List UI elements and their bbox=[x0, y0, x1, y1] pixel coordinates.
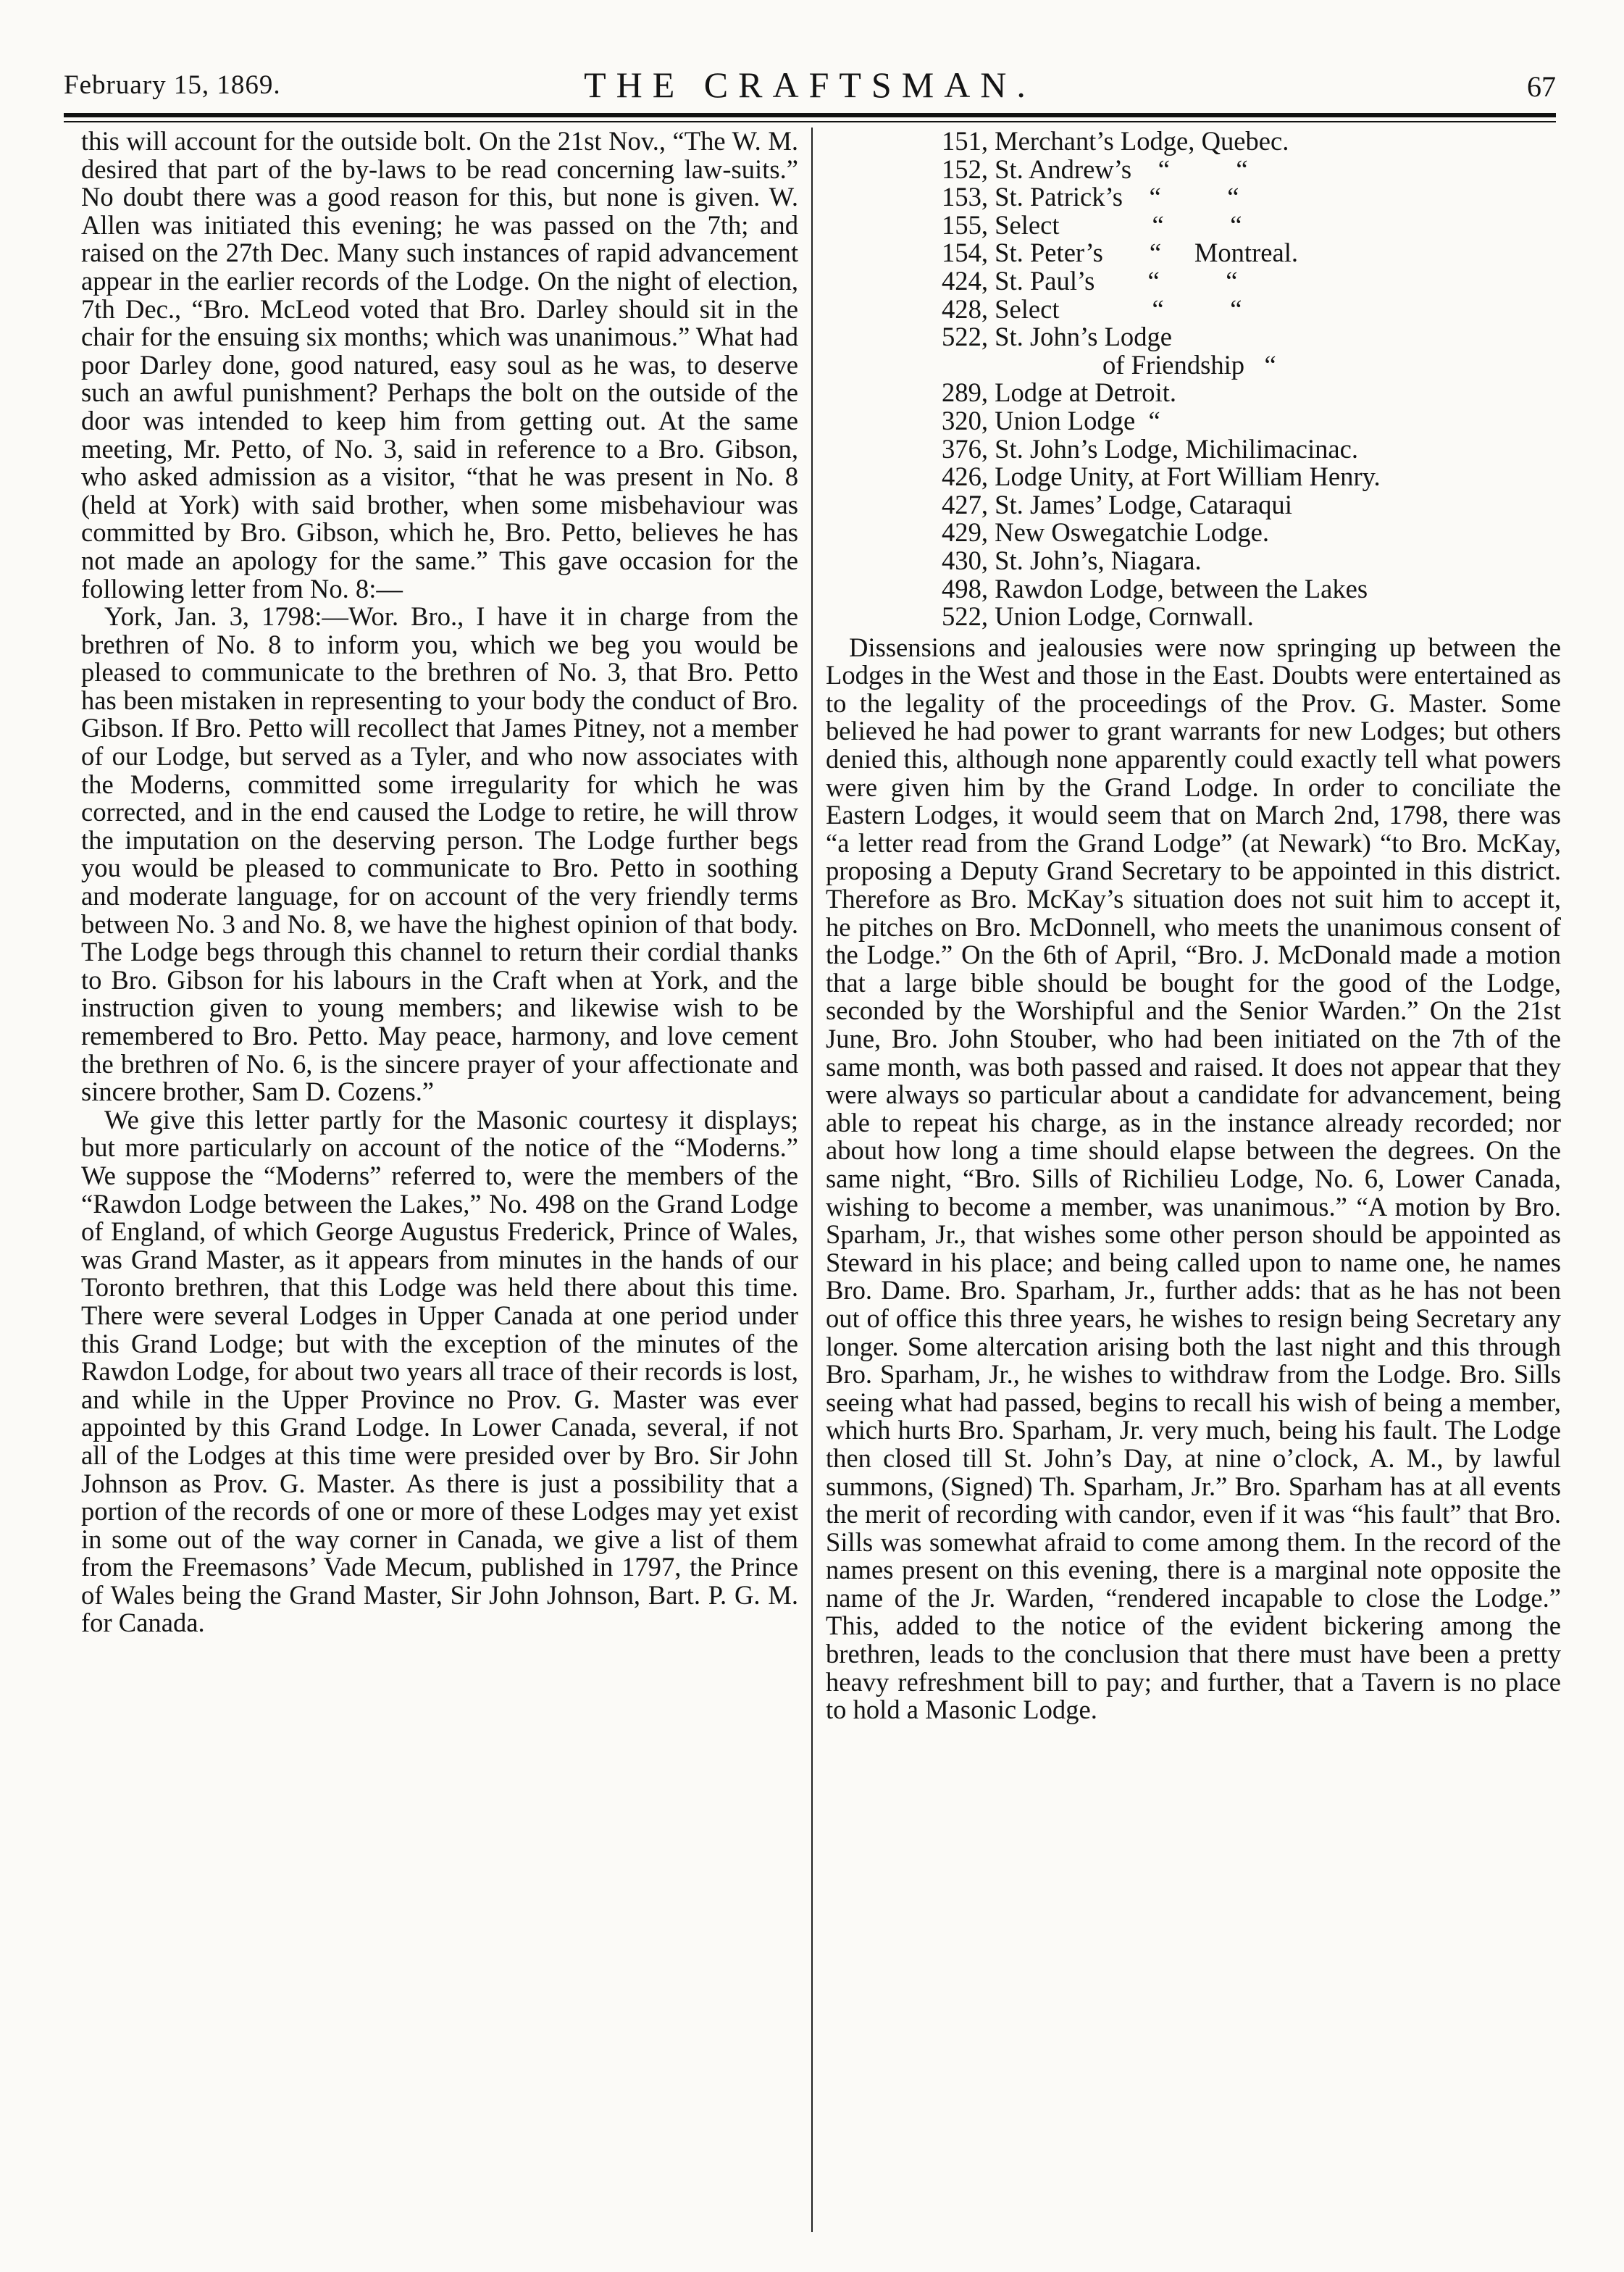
left-paragraph-2: York, Jan. 3, 1798:—Wor. Bro., I have it in charge from the brethren of No. 8 to inform you, which we beg you would be pleased to communicate to the brethren of No. 3, that Bro. Petto has been mistaken in representing to your body the conduct of Bro. Gibson. If Bro. Petto will recollect that James Pitney, not a member of our Lodge, but served as a Tyler, and who now associates with the Moderns, committed some irregularity for which he was corrected, and in the end caused the Lodge to retire, he will throw the imputation on the deserving person. The Lodge further begs you would be pleased to communicate to Bro. Petto in soothing and moderate language, for on account of the very friendly terms between No. 3 and No. 8, we have the highest opinion of that body. The Lodge begs through this channel to return their cordial thanks to Bro. Gibson for his labours in the Craft when at York, and the instruction given to young members; and likewise wish to be remembered to Bro. Petto. May peace, harmony, and love cement the brethren of No. 6, is the sincere prayer of your affectionate and sincere brother, Sam D. Cozens.” bbox=[81, 601, 798, 1107]
header-rule-thick bbox=[64, 113, 1556, 117]
list-item: 289, Lodge at Detroit. bbox=[942, 377, 1177, 408]
list-item: 522, St. John’s Lodge bbox=[942, 322, 1173, 352]
left-column bbox=[81, 128, 798, 2243]
list-item: 522, Union Lodge, Cornwall. bbox=[942, 601, 1254, 632]
list-item: 426, Lodge Unity, at Fort William Henry. bbox=[942, 462, 1381, 492]
left-paragraph-3: We give this letter partly for the Masonic courtesy it displays; but more particularly on account of the notice of the “Moderns.” We suppose the “Moderns” referred to, were the members of the “Rawdon Lodge between the Lakes,” No. 498 on the Grand Lodge of England, of which George Augustus Frederick, Prince of Wales, was Grand Master, as it appears from minutes in the hands of our Toronto brethren, that this Lodge was held there about this time. There were several Lodges in Upper Canada at one period under this Grand Lodge; but with the exception of the minutes of the Rawdon Lodge, for about two years all trace of their records is lost, and while in the Upper Province no Prov. G. Master was ever appointed by this Grand Lodge. In Lower Canada, several, if not all of the Lodges at this time were presided over by Bro. Sir John Johnson as Prov. G. Master. As there is just a possibility that a portion of the records of one or more of these Lodges may yet exist in some out of the way corner in Canada, we give a list of them from the Freemasons’ Vade Mecum, published in 1797, the Prince of Wales being the Grand Master, Sir John Johnson, Bart. P. G. M. for Canada. bbox=[81, 1104, 798, 1638]
list-item: 429, New Oswegatchie Lodge. bbox=[942, 517, 1270, 548]
list-item: 155, Select “ “ bbox=[942, 209, 1242, 240]
list-item: 428, Select “ “ bbox=[942, 293, 1242, 324]
list-item: 376, St. John’s Lodge, Michilimacinac. bbox=[942, 433, 1359, 464]
list-item: 154, St. Peter’s “ Montreal. bbox=[942, 238, 1299, 268]
list-item: 152, St. Andrew’s “ “ bbox=[942, 154, 1248, 184]
lodge-list bbox=[942, 128, 1561, 631]
header-rule-thin bbox=[64, 121, 1556, 122]
list-item: 151, Merchant’s Lodge, Quebec. bbox=[942, 128, 1289, 156]
list-item: 320, Union Lodge “ bbox=[942, 405, 1160, 435]
left-paragraph-1: this will account for the outside bolt. On the 21st Nov., “The W. M. desired that part of the by-laws to be read concerning law-suits.” No doubt there was a good reason for this, but none is given. W. Allen was initiated this evening; he was passed on the 7th; and raised on the 27th Dec. Many such instances of rapid advancement appear in the earlier records of the Lodge. On the night of election, 7th Dec., “Bro. McLeod voted that Bro. Darley should sit in the chair for the ensuing six months; which was unanimous.” What had poor Darley done, good natured, easy soul as he was, to deserve such an awful punishment? Perhaps the bolt on the outside of the door was intended to keep him from getting out. At the same meeting, Mr. Petto, of No. 3, said in reference to a Bro. Gibson, who asked admission as a visitor, “that he was present in No. 8 (held at York) with said brother, when some misbehaviour was committed by Bro. Gibson, which he, Bro. Petto, believes he has not made an apology for the same.” This gave occasion for the following letter from No. 8:— bbox=[81, 128, 798, 604]
list-item: 153, St. Patrick’s “ “ bbox=[942, 182, 1239, 212]
right-paragraph-1: Dissensions and jealousies were now springing up between the Lodges in the West and those in the East. Doubts were entertained as to the legality of the proceedings of the Prov. G. Master. Some believed he had power to grant warrants for new Lodges; but others denied this, although none apparently could exactly tell what powers were given him by the Grand Lodge. In order to conciliate the Eastern Lodges, it would seem that on March 2nd, 1798, there was “a letter read from the Grand Lodge” (at Newark) “to Bro. McKay, proposing a Deputy Grand Secretary to be appointed in this district. Therefore as Bro. McKay’s situation does not suit him to accept it, he pitches on Bro. McDonnell, who meets the unanimous consent of the Lodge.” On the 6th of April, “Bro. J. McDonald made a motion that a large bible should be bought for the good of the Lodge, seconded by the Worshipful and the Senior Warden.” On the 21st June, Bro. John Stouber, who had been initiated on the 7th of the same month, was both passed and raised. It does not appear that they were always so particular about a candidate for advancement, being able to repeat his charge, as in the instance already recorded; nor about how long a time should elapse between the degrees. On the same night, “Bro. Sills of Richilieu Lodge, No. 6, Lower Canada, wishing to become a member, was unanimous.” “A motion by Bro. Sparham, Jr., that wishes some other person should be appointed as Steward in his place; and being called upon to name one, he names Bro. Dame. Bro. Sparham, Jr., further adds: that as he has not been out of office this three years, he wishes to resign being Secretary any longer. Some altercation arising both the last night and this through Bro. Sparham, Jr., he wishes to withdraw from the Lodge. Bro. Sills seeing what had passed, begins to recall his wish of being a member, which hurts Bro. Sparham, Jr. very much, being his fault. The Lodge then closed till St. John’s Day, at nine o’clock, A. M., by lawful summons, (Signed) Th. Sparham, Jr.” Bro. Sparham has at all events the merit of recording with candor, even if it was “his fault” that Bro. Sills was somewhat afraid to come among them. In the record of the names present on this evening, there is a marginal note opposite the name of the Jr. Warden, “rendered incapable to close the Lodge.” This, added to the notice of the evident bickering among the brethren, leads to the conclusion that there must have been a pretty heavy refreshment bill to pay; and further, that a Tavern is no place to hold a Masonic Lodge. bbox=[826, 632, 1561, 1725]
right-column bbox=[826, 128, 1561, 2243]
list-item: 430, St. John’s, Niagara. bbox=[942, 545, 1202, 575]
page-number: 67 bbox=[1527, 70, 1556, 103]
publication-title: THE CRAFTSMAN. bbox=[584, 64, 1036, 105]
page-header bbox=[64, 64, 1556, 110]
issue-date: February 15, 1869. bbox=[64, 70, 281, 100]
list-item: of Friendship “ bbox=[1102, 349, 1276, 380]
list-item: 427, St. James’ Lodge, Cataraqui bbox=[942, 489, 1292, 519]
list-item: 424, St. Paul’s “ “ bbox=[942, 265, 1238, 296]
list-item: 498, Rawdon Lodge, between the Lakes bbox=[942, 573, 1368, 604]
column-divider bbox=[811, 128, 813, 2232]
